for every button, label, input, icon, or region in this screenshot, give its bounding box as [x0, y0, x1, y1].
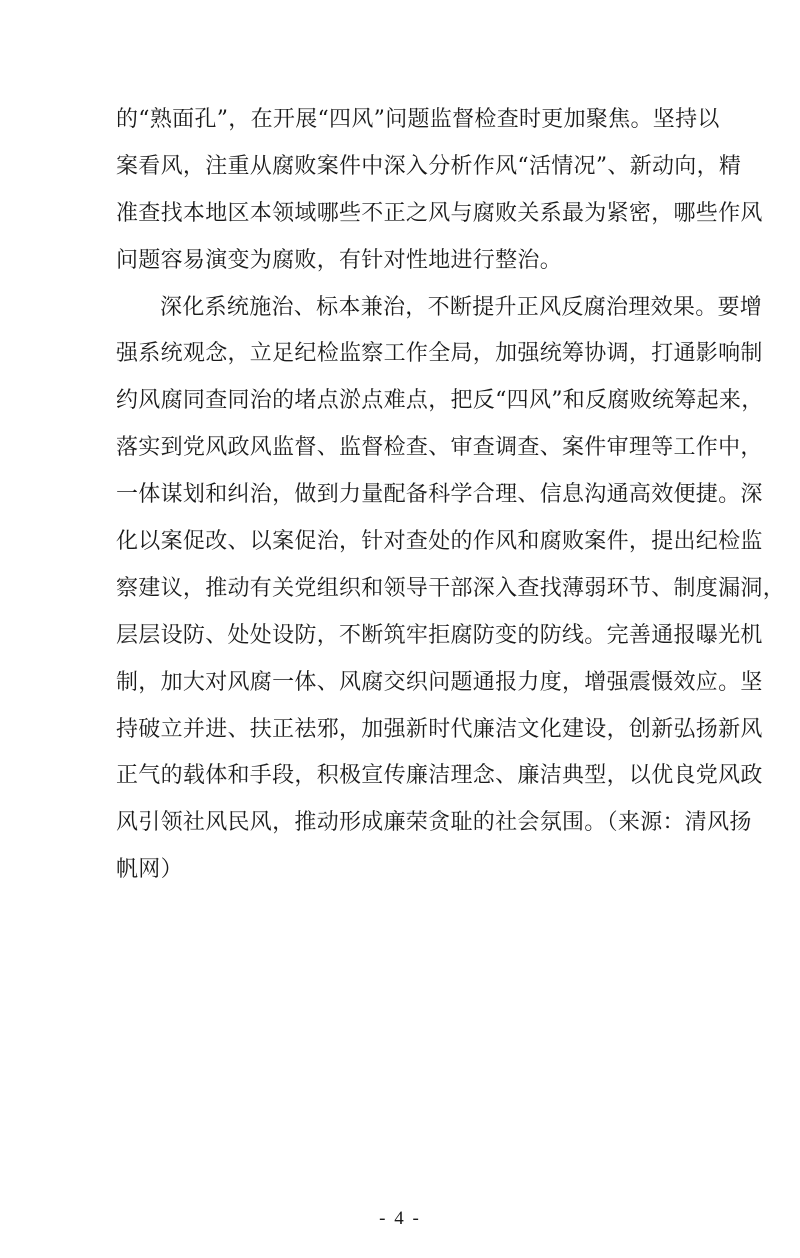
- paragraph: [116, 97, 763, 285]
- text-line: 的“熟面孔”，在开展“四风”问题监督检查时更加聚焦。坚持以: [116, 107, 720, 132]
- body-text: [116, 97, 786, 894]
- paragraph: [116, 285, 786, 895]
- text-line: 约风腐同查同治的堵点淤点难点，把反“四风”和反腐败统筹起来，: [116, 388, 764, 414]
- text-line: 察建议，推动有关党组织和领导干部深入查找薄弱环节、制度漏洞，: [116, 575, 786, 601]
- text-line: 问题容易演变为腐败，有针对性地进行整治。: [116, 247, 563, 273]
- text-line: 化以案促改、以案促治，针对查处的作风和腐败案件，提出纪检监: [116, 529, 763, 555]
- text-line: 正气的载体和手段，积极宣传廉洁理念、廉洁典型，以优良党风政: [116, 763, 763, 789]
- text-line: 强系统观念，立足纪检监察工作全局，加强统筹协调，打通影响制: [116, 341, 763, 367]
- text-line: 持破立并进、扶正祛邪，加强新时代廉洁文化建设，创新弘扬新风: [116, 716, 763, 742]
- text-line: 准查找本地区本领域哪些不正之风与腐败关系最为紧密，哪些作风: [116, 200, 763, 226]
- text-line: 制，加大对风腐一体、风腐交织问题通报力度，增强震慑效应。坚: [116, 669, 763, 695]
- text-line: 风引领社风民风，推动形成廉荣贪耻的社会氛围。（来源：清风扬: [116, 810, 752, 836]
- text-line: 帆网）: [116, 857, 183, 883]
- text-line: 落实到党风政风监督、监督检查、审查调查、案件审理等工作中，: [116, 435, 763, 461]
- text-line: 深化系统施治、标本兼治，不断提升正风反腐治理效果。要增: [160, 294, 763, 320]
- text-line: 一体谋划和纠治，做到力量配备科学合理、信息沟通高效便捷。深: [116, 482, 763, 508]
- text-line: 层层设防、处处设防，不断筑牢拒腐防变的防线。完善通报曝光机: [116, 622, 763, 648]
- text-line: 案看风，注重从腐败案件中深入分析作风“活情况”、新动向，精: [116, 153, 742, 179]
- page-number: - 4 -: [379, 1208, 421, 1229]
